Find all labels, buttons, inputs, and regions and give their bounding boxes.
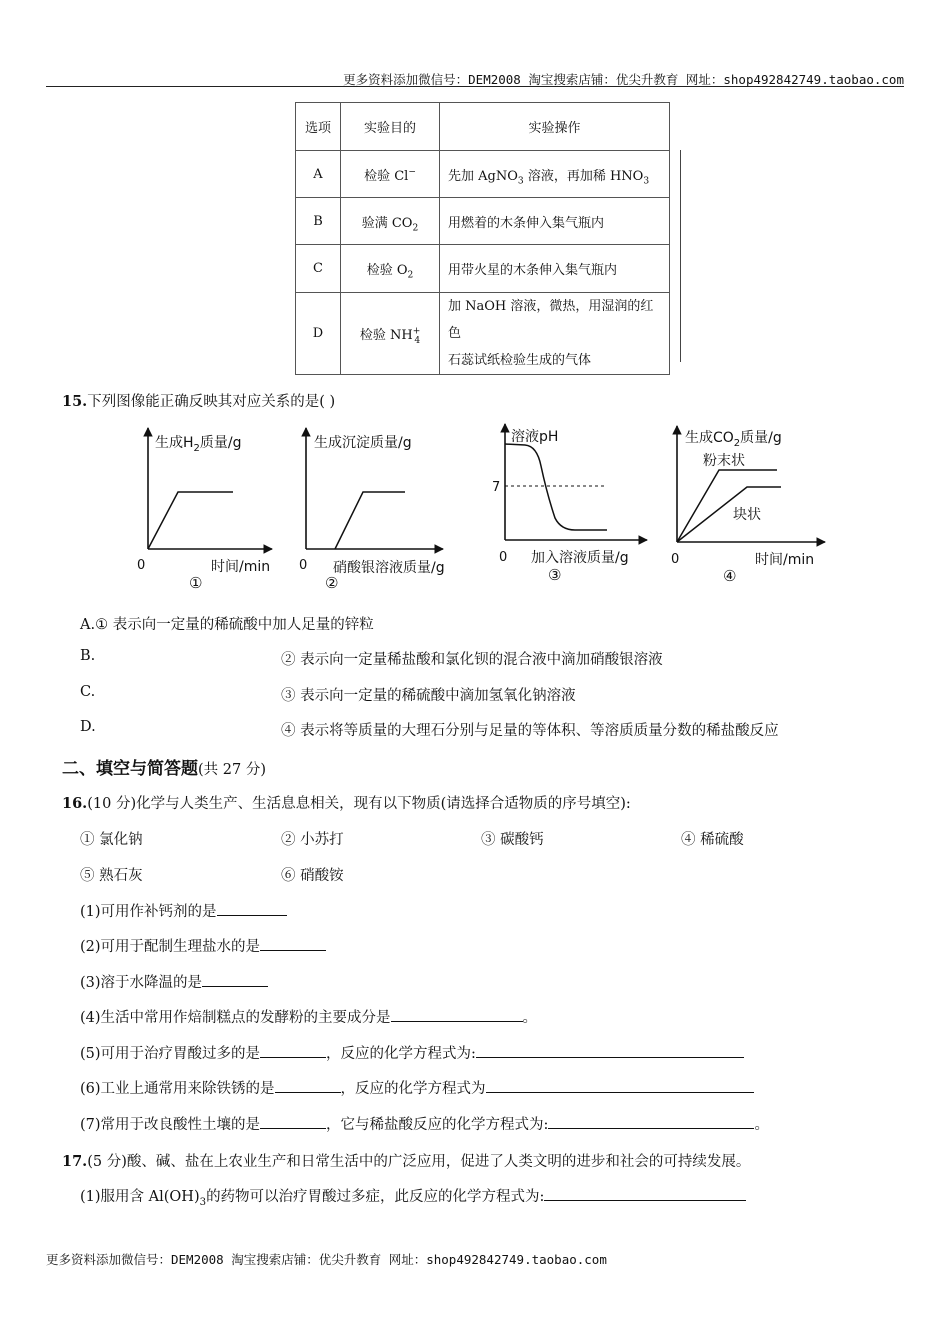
- graph-3-xlabel: 加入溶液质量/g: [531, 550, 629, 566]
- operation-cell: 用燃着的木条伸入集气瓶内: [440, 198, 670, 245]
- option-cell: D: [296, 293, 341, 375]
- graph-3-curve: [505, 444, 607, 530]
- experiment-table: [295, 102, 670, 375]
- purpose-cell: 检验 $O_2$: [341, 245, 440, 293]
- graph-4-xlabel: 时间/min: [755, 552, 815, 568]
- substance-item: ⑥ 硝酸铵: [281, 868, 344, 884]
- q17-stem: 17.(5 分)酸、碱、盐在上农业生产和日常生活中的广泛应用，促进了人类文明的进步和社会的可持续发展。: [62, 1153, 751, 1170]
- graph-3: [492, 424, 647, 584]
- graph-1-index: ①: [189, 574, 203, 590]
- q16-item-3: (3)溶于水降温的是: [80, 971, 268, 992]
- graph-4-label-powder: 粉末状: [703, 453, 745, 469]
- graph-1-origin: 0: [137, 558, 146, 573]
- answer-blank: [260, 938, 326, 951]
- margin-rule: [680, 150, 681, 362]
- graph-3-tick-7: 7: [492, 480, 501, 495]
- graph-2: [299, 428, 445, 590]
- graph-2-ylabel: 生成沉淀质量/g: [314, 435, 412, 451]
- table-row: [296, 293, 670, 375]
- graph-4-label-block: 块状: [733, 507, 761, 523]
- answer-blank: [260, 1045, 326, 1058]
- graph-4: [671, 426, 825, 585]
- q15-stem: 15.下列图像能正确反映其对应关系的是( ): [62, 393, 336, 410]
- graph-4-ylabel: 生成$CO_2$质量/g: [685, 430, 782, 449]
- q16-item-6: (6)工业上通常用来除铁锈的是 ，反应的化学方程式为: [80, 1077, 754, 1098]
- page-footer: 更多资料添加微信号：DEM2008 淘宝搜索店铺：优尖升教育 网址：shop492842749.taobao.com: [46, 1252, 607, 1267]
- q17-item-1: (1)服用含 $Al(OH)_3$的药物可以治疗胃酸过多症，此反应的化学方程式为:: [80, 1185, 746, 1206]
- substance-item: ① 氯化钠: [80, 832, 143, 848]
- graph-1-xlabel: 时间/min: [211, 559, 271, 575]
- answer-blank: [544, 1188, 746, 1201]
- table-header-cell: 实验操作: [440, 103, 670, 151]
- graph-3-origin: 0: [499, 550, 508, 565]
- table-header-row: [296, 103, 670, 151]
- option-cell: A: [296, 151, 341, 198]
- graph-2-xlabel: 硝酸银溶液质量/g: [333, 560, 445, 576]
- answer-blank: [486, 1080, 754, 1093]
- graph-2-curve: [335, 492, 405, 549]
- table-row: [296, 151, 670, 198]
- q15-option-a: A.① 表示向一定量的稀硫酸中加人足量的锌粒: [80, 617, 374, 633]
- graph-4-origin: 0: [671, 552, 680, 567]
- q16-stem: 16.(10 分)化学与人类生产、生活息息相关，现有以下物质(请选择合适物质的序号填空):: [62, 795, 631, 812]
- q16-item-4: (4)生活中常用作焙制糕点的发酵粉的主要成分是 。: [80, 1010, 538, 1026]
- answer-blank: [260, 1116, 326, 1129]
- table-header-cell: 选项: [296, 103, 341, 151]
- operation-cell: 加 NaOH 溶液，微热，用湿润的红色 石蕊试纸检验生成的气体: [440, 293, 670, 375]
- q16-item-7: (7)常用于改良酸性土壤的是 ，它与稀盐酸反应的化学方程式为: 。: [80, 1117, 769, 1133]
- purpose-cell: 检验 Cl−: [341, 151, 440, 198]
- q15-option-d-text: ④ 表示将等质量的大理石分别与足量的等体积、等溶质质量分数的稀盐酸反应: [281, 723, 779, 739]
- graph-4-index: ④: [723, 567, 737, 585]
- section-title: 二、填空与简答题(共 27 分): [62, 759, 266, 779]
- substance-item: ④ 稀硫酸: [681, 832, 744, 848]
- q16-item-5: (5)可用于治疗胃酸过多的是 ，反应的化学方程式为:: [80, 1042, 744, 1063]
- q16-item-2: (2)可用于配制生理盐水的是: [80, 935, 326, 956]
- graph-4-curve-powder: [677, 470, 777, 542]
- q15-graphs: [125, 418, 847, 590]
- table-row: [296, 245, 670, 293]
- graph-1-ylabel: 生成$H_2$质量/g: [155, 435, 242, 454]
- purpose-cell: 验满 $CO_2$: [341, 198, 440, 245]
- graph-1-curve: [148, 492, 233, 549]
- q15-option-b-text: ② 表示向一定量稀盐酸和氯化钡的混合液中滴加硝酸银溶液: [281, 652, 663, 668]
- graph-2-index: ②: [325, 574, 339, 590]
- table-header-cell: 实验目的: [341, 103, 440, 151]
- page-header: 更多资料添加微信号：DEM2008 淘宝搜索店铺：优尖升教育 网址：shop492842749.taobao.com: [343, 72, 904, 87]
- q15-option-c-text: ③ 表示向一定量的稀硫酸中滴加氢氧化钠溶液: [281, 688, 576, 704]
- operation-cell: 先加 AgNO$_3$ 溶液，再加稀 $HNO_3$: [440, 151, 670, 198]
- substance-item: ⑤ 熟石灰: [80, 868, 143, 884]
- answer-blank: [548, 1116, 754, 1129]
- answer-blank: [202, 974, 268, 987]
- operation-cell: 用带火星的木条伸入集气瓶内: [440, 245, 670, 293]
- answer-blank: [391, 1009, 523, 1022]
- graph-3-ylabel: 溶液pH: [511, 429, 559, 445]
- graph-1: [137, 428, 272, 590]
- answer-blank: [217, 903, 287, 916]
- header-rule: [46, 86, 904, 87]
- table-row: [296, 198, 670, 245]
- graph-2-origin: 0: [299, 558, 308, 573]
- q15-option-d-letter: D.: [80, 719, 96, 735]
- graph-3-index: ③: [548, 566, 562, 584]
- q16-item-1: (1)可用作补钙剂的是: [80, 900, 287, 921]
- purpose-cell: 检验 $NH^+_4$: [341, 293, 440, 375]
- q15-option-b-letter: B.: [80, 648, 96, 664]
- q15-option-c-letter: C.: [80, 684, 96, 700]
- answer-blank: [275, 1080, 341, 1093]
- option-cell: B: [296, 198, 341, 245]
- substance-item: ② 小苏打: [281, 832, 344, 848]
- option-cell: C: [296, 245, 341, 293]
- answer-blank: [476, 1045, 744, 1058]
- substance-item: ③ 碳酸钙: [481, 832, 544, 848]
